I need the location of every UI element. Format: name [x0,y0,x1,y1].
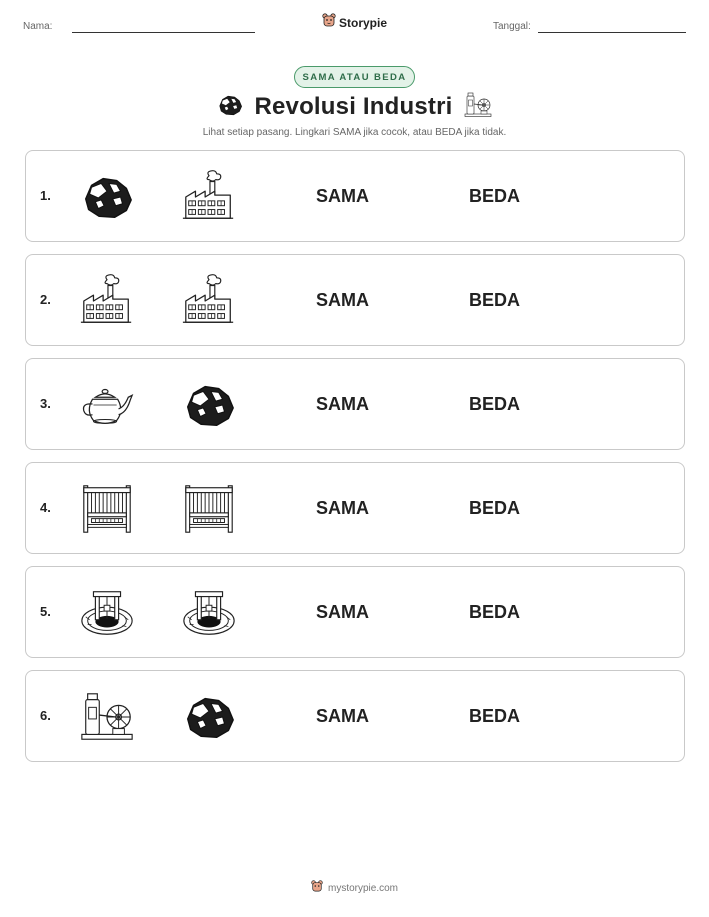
activity-badge: SAMA ATAU BEDA [294,66,415,88]
question-row-1 [25,150,685,242]
question-number: 3. [40,396,51,411]
coal-icon [78,169,136,225]
steam-engine-icon [78,689,136,745]
coal-icon [180,689,238,745]
coal-icon [216,92,244,123]
option-different[interactable]: BEDA [469,498,521,518]
option-same[interactable]: SAMA [316,498,369,518]
option-same[interactable]: SAMA [316,290,369,310]
option-same[interactable]: SAMA [316,706,369,726]
question-row-5 [25,566,685,658]
storypie-logo-icon [322,13,336,32]
mine-shaft-icon [180,585,238,641]
storypie-logo-icon [311,879,323,897]
option-different[interactable]: BEDA [469,706,521,726]
option-different[interactable]: BEDA [469,394,521,414]
question-row-2 [25,254,685,346]
factory-icon [180,169,238,225]
question-row-3 [25,358,685,450]
name-label: Nama: [23,21,53,32]
loom-icon [78,481,136,537]
name-field-line[interactable] [72,32,255,33]
option-different[interactable]: BEDA [469,186,521,206]
date-label: Tanggal: [493,21,531,32]
option-different[interactable]: BEDA [469,290,521,310]
factory-icon [180,273,238,329]
brand [322,13,387,32]
mine-shaft-icon [78,585,136,641]
teapot-icon [78,377,136,433]
date-field-line[interactable] [538,32,686,33]
option-same[interactable]: SAMA [316,394,369,414]
option-different[interactable]: BEDA [469,602,521,622]
question-row-4 [25,462,685,554]
steam-engine-icon [463,91,493,124]
loom-icon [180,481,238,537]
option-same[interactable]: SAMA [316,186,369,206]
coal-icon [180,377,238,433]
question-row-6 [25,670,685,762]
factory-icon [78,273,136,329]
worksheet-header [0,0,709,50]
title-row [0,90,709,124]
brand-name: Storypie [339,15,388,30]
question-number: 6. [40,708,51,723]
option-same[interactable]: SAMA [316,602,369,622]
footer [0,878,709,898]
question-number: 2. [40,292,51,307]
instruction-text: Lihat setiap pasang. Lingkari SAMA jika cocok, atau BEDA jika tidak. [202,127,507,138]
question-number: 1. [40,188,51,203]
question-number: 4. [40,500,51,515]
page-title: Revolusi Industri [254,93,453,120]
question-number: 5. [40,604,51,619]
footer-url[interactable]: mystorypie.com [327,882,398,894]
